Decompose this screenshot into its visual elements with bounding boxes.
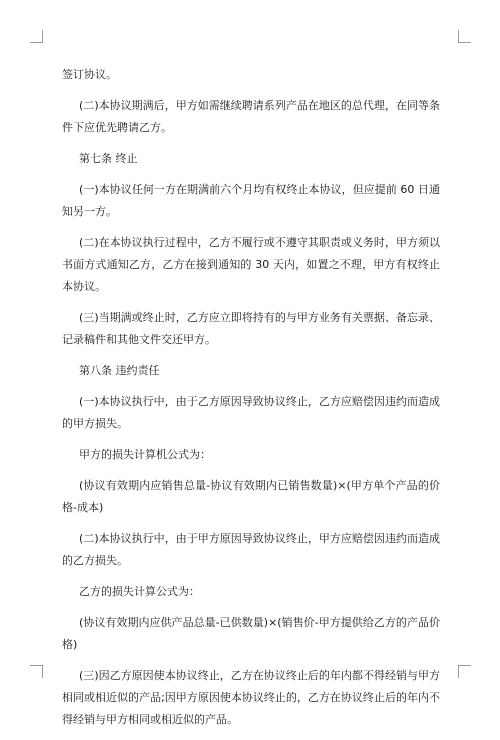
paragraph: (一)本协议执行中，由于乙方原因导致协议终止，乙方应赔偿因违约而造成的甲方损失。 [62, 395, 440, 430]
formula: (协议有效期内应供产品总量-已供数量)×(销售价-甲方提供给乙方的产品价格) [62, 616, 440, 651]
paragraph: (二)本协议期满后，甲方如需继续聘请系列产品在地区的总代理，在同等条件下应优先聘请乙方。 [62, 99, 440, 134]
paragraph: 甲方的损失计算机公式为： [79, 448, 211, 461]
section-heading: 第七条 终止 [79, 152, 138, 165]
formula: (协议有效期内应销售总量-协议有效期内已销售数量)×(甲方单个产品的价格-成本) [62, 479, 440, 514]
section-heading: 第八条 违约责任 [79, 364, 160, 377]
crop-mark-bottom-left [30, 665, 43, 678]
crop-mark-top-right [458, 30, 471, 43]
paragraph: 乙方的损失计算公式为： [79, 585, 200, 598]
document-body [62, 64, 440, 740]
crop-mark-bottom-right [458, 665, 471, 678]
crop-mark-top-left [30, 30, 43, 43]
paragraph: (二)本协议执行中，由于甲方原因导致协议终止，甲方应赔偿因违约而造成的乙方损失。 [62, 532, 440, 567]
paragraph: (一)本协议任何一方在期满前六个月均有权终止本协议，但应提前 60 日通知另一方。 [62, 183, 440, 218]
paragraph: (三)因乙方原因使本协议终止，乙方在协议终止后的年内都不得经销与甲方相同或相近似的产品;因甲方原因使本协议终止的，乙方在协议终止后的年内不得经销与甲方相同或相近似的产品。 [62, 669, 440, 726]
paragraph: (三)当期满或终止时，乙方应立即将持有的与甲方业务有关票据、备忘录、记录稿件和其他文件交还甲方。 [62, 311, 440, 346]
paragraph: 签订协议。 [62, 68, 117, 81]
paragraph: (二)在本协议执行过程中，乙方不履行或不遵守其职责或义务时，甲方须以书面方式通知乙方，乙方在接到通知的 30 天内，如置之不理，甲方有权终止本协议。 [62, 236, 440, 293]
